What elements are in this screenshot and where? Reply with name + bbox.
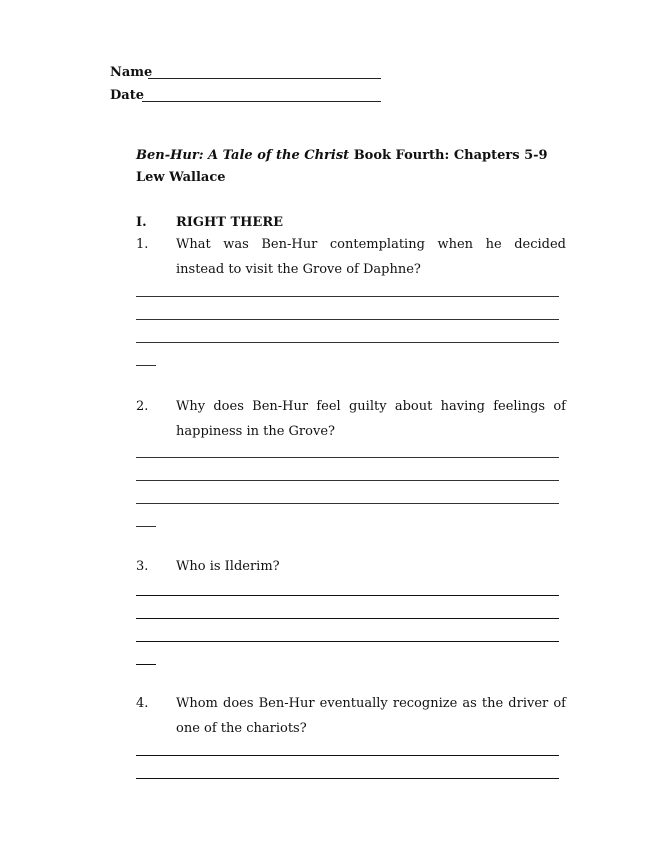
date-label: Date (110, 88, 144, 103)
name-field[interactable] (148, 63, 381, 79)
question-1-answer-line[interactable] (136, 296, 559, 297)
question-4-answer-line[interactable] (136, 755, 559, 756)
question-2-answer-line-end[interactable] (136, 526, 156, 527)
question-3-answer-line[interactable] (136, 595, 559, 596)
question-1-answer-line[interactable] (136, 319, 559, 320)
name-label: Name (110, 65, 153, 80)
question-3-answer-line-end[interactable] (136, 664, 156, 665)
section-heading: RIGHT THERE (176, 215, 284, 230)
question-3-text: Who is Ilderim? (176, 559, 280, 574)
question-3-answer-line[interactable] (136, 641, 559, 642)
section-numeral: I. (136, 215, 147, 230)
book-title: Ben-Hur: A Tale of the Christ (136, 148, 350, 163)
question-2-answer-line[interactable] (136, 457, 559, 458)
worksheet-title (136, 148, 548, 163)
question-1-text: What was Ben-Hur contemplating when he decided instead to visit the Grove of Daphne? (176, 237, 566, 277)
question-2-answer-line[interactable] (136, 480, 559, 481)
question-1-answer-line-end[interactable] (136, 365, 156, 366)
question-3-answer-line[interactable] (136, 618, 559, 619)
question-4-text: Whom does Ben-Hur eventually recognize as the driver of one of the chariots? (176, 696, 566, 736)
question-4-number: 4. (136, 696, 149, 711)
chapter-range: Book Fourth: Chapters 5-9 (349, 148, 548, 163)
question-2-number: 2. (136, 399, 149, 414)
question-2-text: Why does Ben-Hur feel guilty about having feelings of happiness in the Grove? (176, 399, 566, 439)
author-name: Lew Wallace (136, 170, 226, 185)
question-1-number: 1. (136, 237, 149, 252)
question-3-number: 3. (136, 559, 149, 574)
date-field[interactable] (142, 86, 381, 102)
question-4-answer-line[interactable] (136, 778, 559, 779)
question-1-answer-line[interactable] (136, 342, 559, 343)
question-2-answer-line[interactable] (136, 503, 559, 504)
